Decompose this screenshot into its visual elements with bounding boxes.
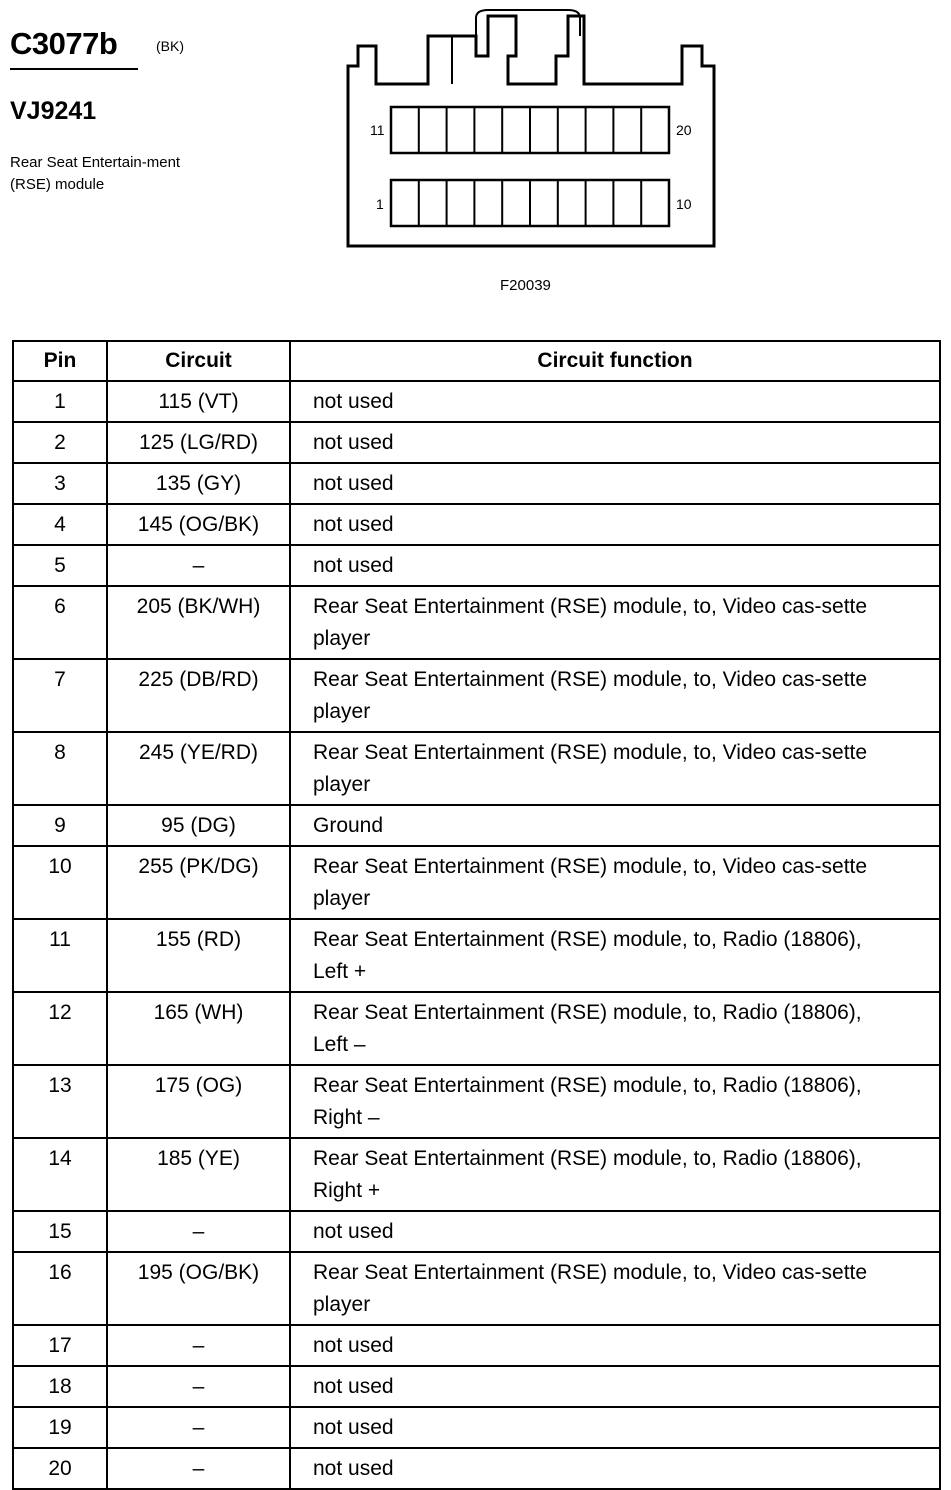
circuit-cell: 225 (DB/RD) bbox=[107, 659, 290, 732]
table-row bbox=[13, 1325, 940, 1366]
pin-cell: 4 bbox=[13, 504, 107, 545]
pinout-table bbox=[12, 340, 941, 1490]
circuit-cell: 245 (YE/RD) bbox=[107, 732, 290, 805]
circuit-cell: – bbox=[107, 1325, 290, 1366]
circuit-cell: – bbox=[107, 1211, 290, 1252]
circuit-cell: – bbox=[107, 1448, 290, 1489]
pin-label-20: 20 bbox=[676, 122, 692, 138]
table-header-row bbox=[13, 341, 940, 381]
figure-id: F20039 bbox=[500, 277, 551, 294]
part-number: VJ9241 bbox=[10, 97, 97, 125]
table-row bbox=[13, 919, 940, 992]
module-description: Rear Seat Entertain-ment (RSE) module bbox=[10, 154, 181, 193]
function-cell: Rear Seat Entertainment (RSE) module, to, Video cas-sette player bbox=[290, 659, 940, 732]
circuit-cell: 145 (OG/BK) bbox=[107, 504, 290, 545]
function-cell: Rear Seat Entertainment (RSE) module, to, Radio (18806), Right + bbox=[290, 1138, 940, 1211]
circuit-cell: 135 (GY) bbox=[107, 463, 290, 504]
table-row bbox=[13, 1252, 940, 1325]
table-row bbox=[13, 732, 940, 805]
function-cell: Rear Seat Entertainment (RSE) module, to, Radio (18806), Right – bbox=[290, 1065, 940, 1138]
circuit-cell: 255 (PK/DG) bbox=[107, 846, 290, 919]
table-row bbox=[13, 545, 940, 586]
table-row bbox=[13, 846, 940, 919]
circuit-cell: 125 (LG/RD) bbox=[107, 422, 290, 463]
circuit-cell: 115 (VT) bbox=[107, 381, 290, 422]
table-row bbox=[13, 992, 940, 1065]
pin-cell: 9 bbox=[13, 805, 107, 846]
function-cell: Rear Seat Entertainment (RSE) module, to, Video cas-sette player bbox=[290, 1252, 940, 1325]
table-row bbox=[13, 1138, 940, 1211]
pin-label-11: 11 bbox=[370, 122, 385, 138]
function-cell: Rear Seat Entertainment (RSE) module, to, Video cas-sette player bbox=[290, 586, 940, 659]
circuit-cell: 165 (WH) bbox=[107, 992, 290, 1065]
table-row bbox=[13, 422, 940, 463]
table-row bbox=[13, 504, 940, 545]
function-cell: not used bbox=[290, 1325, 940, 1366]
header-pin: Pin bbox=[13, 341, 107, 381]
table-row bbox=[13, 463, 940, 504]
circuit-cell: 175 (OG) bbox=[107, 1065, 290, 1138]
function-cell: not used bbox=[290, 1211, 940, 1252]
function-cell: Rear Seat Entertainment (RSE) module, to, Radio (18806), Left + bbox=[290, 919, 940, 992]
function-cell: not used bbox=[290, 381, 940, 422]
pin-cell: 19 bbox=[13, 1407, 107, 1448]
circuit-cell: – bbox=[107, 545, 290, 586]
function-cell: not used bbox=[290, 463, 940, 504]
function-cell: not used bbox=[290, 1366, 940, 1407]
pin-cell: 5 bbox=[13, 545, 107, 586]
function-cell: Rear Seat Entertainment (RSE) module, to, Radio (18806), Left – bbox=[290, 992, 940, 1065]
pin-cell: 12 bbox=[13, 992, 107, 1065]
function-cell: Ground bbox=[290, 805, 940, 846]
pin-cell: 10 bbox=[13, 846, 107, 919]
function-cell: Rear Seat Entertainment (RSE) module, to, Video cas-sette player bbox=[290, 846, 940, 919]
circuit-cell: 95 (DG) bbox=[107, 805, 290, 846]
pin-cell: 2 bbox=[13, 422, 107, 463]
pin-cell: 20 bbox=[13, 1448, 107, 1489]
function-cell: not used bbox=[290, 1407, 940, 1448]
table-row bbox=[13, 1065, 940, 1138]
table-row bbox=[13, 805, 940, 846]
pin-label-10: 10 bbox=[676, 196, 692, 212]
table-row bbox=[13, 1407, 940, 1448]
pin-cell: 8 bbox=[13, 732, 107, 805]
connector-title: C3077b bbox=[10, 26, 118, 61]
circuit-cell: 205 (BK/WH) bbox=[107, 586, 290, 659]
pin-cell: 15 bbox=[13, 1211, 107, 1252]
circuit-cell: – bbox=[107, 1366, 290, 1407]
function-cell: not used bbox=[290, 422, 940, 463]
table-row bbox=[13, 1448, 940, 1489]
pin-cell: 6 bbox=[13, 586, 107, 659]
pin-cell: 1 bbox=[13, 381, 107, 422]
pin-label-1: 1 bbox=[376, 196, 384, 212]
connector-face-diagram bbox=[340, 6, 730, 256]
pin-cell: 18 bbox=[13, 1366, 107, 1407]
pin-cell: 7 bbox=[13, 659, 107, 732]
pin-cell: 16 bbox=[13, 1252, 107, 1325]
pin-cell: 11 bbox=[13, 919, 107, 992]
circuit-cell: – bbox=[107, 1407, 290, 1448]
circuit-cell: 195 (OG/BK) bbox=[107, 1252, 290, 1325]
function-cell: not used bbox=[290, 545, 940, 586]
pin-cell: 3 bbox=[13, 463, 107, 504]
circuit-cell: 155 (RD) bbox=[107, 919, 290, 992]
table-row bbox=[13, 1366, 940, 1407]
function-cell: not used bbox=[290, 1448, 940, 1489]
pin-cell: 17 bbox=[13, 1325, 107, 1366]
connector-color-code: (BK) bbox=[156, 38, 184, 54]
table-row bbox=[13, 586, 940, 659]
function-cell: not used bbox=[290, 504, 940, 545]
table-row bbox=[13, 381, 940, 422]
title-underline bbox=[10, 68, 138, 70]
header-circuit: Circuit bbox=[107, 341, 290, 381]
header-function: Circuit function bbox=[290, 341, 940, 381]
table-row bbox=[13, 659, 940, 732]
pin-cell: 13 bbox=[13, 1065, 107, 1138]
function-cell: Rear Seat Entertainment (RSE) module, to, Video cas-sette player bbox=[290, 732, 940, 805]
table-row bbox=[13, 1211, 940, 1252]
pin-cell: 14 bbox=[13, 1138, 107, 1211]
circuit-cell: 185 (YE) bbox=[107, 1138, 290, 1211]
